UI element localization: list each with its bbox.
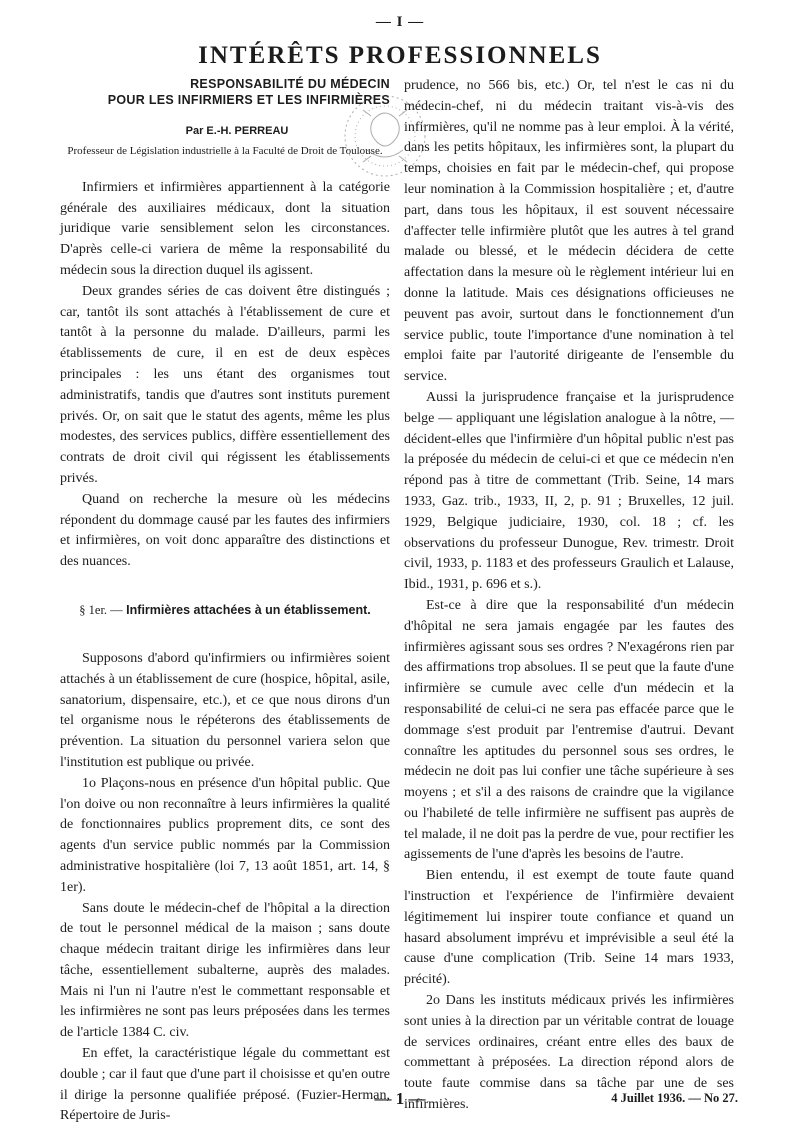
- article-title-line-2: POUR LES INFIRMIERS ET LES INFIRMIÈRES: [107, 93, 390, 107]
- section-symbol: § 1er. —: [79, 602, 123, 617]
- author-byline: Par E.-H. PERREAU: [185, 125, 289, 137]
- body-paragraph: Supposons d'abord qu'infirmiers ou infirmières soient attachés à un établissement de cure (hospice, hôpital, asile, sanatorium, dispensaire, etc.), et ce que nous dirons d'un tel organisme nous le répéterons des établissements de prévention. La situation du personnel variera selon que l'institution est publique ou privée.: [60, 650, 390, 770]
- article-title-line-1: RESPONSABILITÉ DU MÉDECIN: [190, 77, 390, 91]
- body-paragraph: prudence, no 566 bis, etc.) Or, tel n'est le cas ni du médecin-chef, ni du médecin traitant vis-à-vis des infirmières, qu'il ne nomme pas à leur emploi. À la vérité, dans les petits hôpitaux, les infirmières sont, la plupart du temps, choisies en fait par le médecin-chef, qui propose leur nomination à la Commission hospitalière ; et, d'autre part, dans tous les hôpitaux, il est souvent nécessaire d'affecter telle infirmière plutôt que les autres à tel grand malade ou blessé, et le médecin décidera de cette affectation dans la mesure où le règlement intérieur lui en donne la latitude. Mais ces désignations officieuses ne peuvent pas avoir, surtout dans le fonctionnement d'un service public, toute l'importance d'une nomination à tel emploi faite par l'autorité dirigeante de l'ensemble du service.: [404, 78, 734, 385]
- body-paragraph: Aussi la jurisprudence française et la jurisprudence belge — appliquant une législation analogue à la nôtre, — décident-elles que l'infirmière d'un hôpital public n'est pas la préposée du médecin de celui-ci et que ce médecin n'en répond pas à titre de commettant (Trib. Seine, 14 mars 1933, Gaz. trib., 1933, II, 2, p. 91 ; Bruxelles, 12 juil. 1929, Belgique judiciaire, 1930, col. 18 ; cf. les observations du professeur Dunogue, Rev. trimestr. Droit civil, 1933, p. 1183 et des professeurs Graulich et Lalause, Ibid., 1931, p. 696 et s.).: [404, 389, 734, 593]
- left-column: [60, 76, 390, 1127]
- right-column: [404, 76, 734, 1116]
- body-paragraph: En effet, la caractéristique légale du commettant est double ; car il faut que d'une part il choisisse et qu'en outre il dirige la personne qualifiée préposé. (Fuzier-Herman, Répertoire de Juris-: [60, 1046, 390, 1124]
- footer-page-number: — 1 —: [374, 1089, 426, 1108]
- intro-paragraph: Infirmiers et infirmières appartiennent à la catégorie générale des auxiliaires médicaux, dont la situation juridique varie sensiblement selon les circonstances. D'après celle-ci variera de même la responsabilité du médecin sous la direction duquel ils agissent.: [60, 179, 390, 278]
- page-title: INTÉRÊTS PROFESSIONNELS: [198, 42, 602, 69]
- body-paragraph: Est-ce à dire que la responsabilité d'un médecin d'hôpital ne sera jamais engagée par les fautes des infirmières agissant sous ses ordres ? N'exagérons rien par des affirmations trop absolues. Il se peut que la faute d'une infirmière se cumule avec celle d'un médecin et la responsabilité de celui-ci ne sera pas effacée parce que le dommage s'est produit par l'entremise d'autrui. Devant connaître les aptitudes du personnel sous ses ordres, le médecin ne doit pas lui confier une tâche supérieure à ses moyens ; et s'il a des raisons de craindre que la vigilance ou l'habileté de telle infirmière ne suffisent pas auprès de tel malade, il ne doit pas la perdre de vue, pour rectifier les agissements de l'une d'après les besoins de l'autre.: [404, 597, 734, 863]
- section-title: Infirmières attachées à un établissement.: [126, 602, 371, 617]
- footer-date-issue: 4 Juillet 1936. — No 27.: [611, 1091, 738, 1105]
- body-paragraph: Bien entendu, il est exempt de toute faute quand l'instruction et l'expérience de l'infirmière devaient légitimement lui inspirer toute confiance et quand un hasard absolument imprévu et imprévisible a seul été la cause d'une complication (Trib. Seine 14 mars 1933, précité).: [404, 868, 734, 988]
- intro-paragraph: Deux grandes séries de cas doivent être distingués ; car, tantôt ils sont attachés à l'établissement de cure et tantôt à la personne du malade. D'ailleurs, parmi les établissements de cure, il en est de deux espèces principales : les uns étant des organismes tout administratifs, tandis que d'autres sont instituts purement privés. Or, on sait que le statut des agents, même les plus modestes, des services publics, diffère essentiellement des contrats de droit civil qui régissent les établissements privés.: [60, 283, 390, 486]
- body-paragraph: Sans doute le médecin-chef de l'hôpital a la direction de tout le personnel médical de la maison ; sans doute chaque médecin traitant dirige les infirmières dans leur tâche, essentiellement subalterne, auprès des malades. Mais ni l'un ni l'autre n'est le commettant responsable et les infirmières ne sont pas leurs préposées dans les termes de l'article 1384 C. civ.: [60, 900, 390, 1041]
- body-paragraph: 1o Plaçons-nous en présence d'un hôpital public. Que l'on doive ou non reconnaître à leurs infirmières la qualité de fonctionnaires publics proprement dits, ce sont des agents d'un service public nommés par la Commission administrative hospitalière (loi 7, 13 août 1851, art. 14, § 1er).: [60, 775, 390, 895]
- section-heading: [60, 601, 390, 619]
- intro-paragraph: Quand on recherche la mesure où les médecins répondent du dommage causé par les fautes des infirmiers et infirmières, on voit donc apparaître des distinctions et des nuances.: [60, 491, 390, 570]
- library-stamp: [333, 80, 433, 192]
- footer: [0, 1089, 800, 1111]
- author-affiliation: Professeur de Législation industrielle à la Faculté de Droit de Toulouse.: [67, 144, 383, 157]
- body-paragraph: 2o Dans les instituts médicaux privés les infirmières sont unies à la direction par un véritable contrat de louage de services ordinaires, créant entre elles des baux de commettant à préposées. La direction répond alors de toute faute commise dans sa tâche par une de ses infirmières.: [404, 993, 734, 1113]
- top-page-number: — I —: [375, 14, 425, 30]
